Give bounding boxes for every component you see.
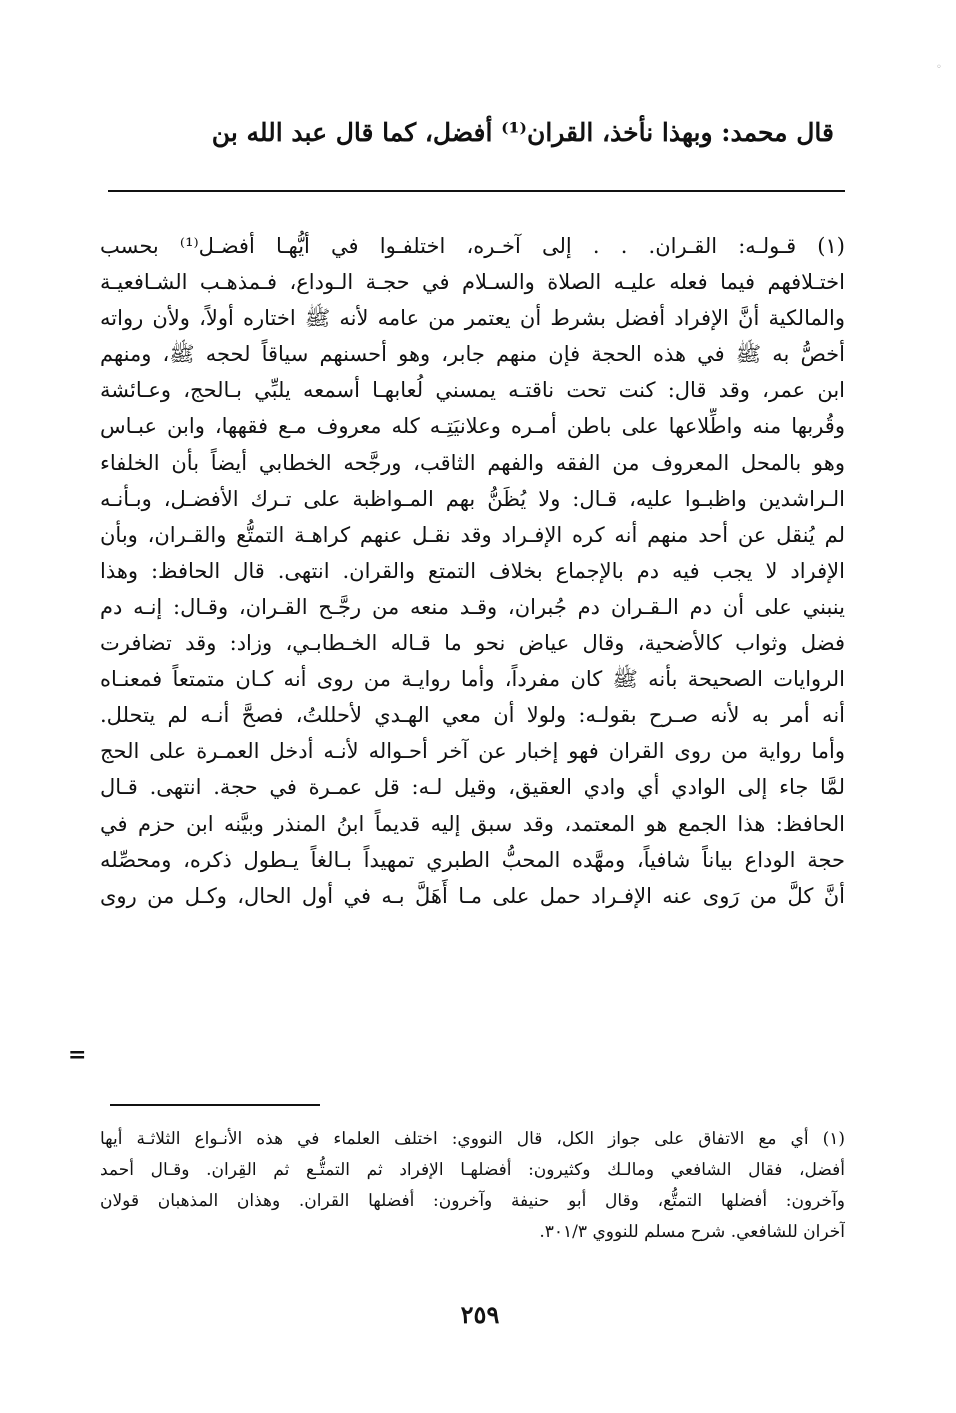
- commentary-line: أنه أمر به لأنه صـرح بقولـه: ولولا أن معي الهـدي لأحللتُ، فصحَّ أنـه لم يتحلل.: [100, 703, 845, 728]
- page-number: ٢٥٩: [460, 1300, 500, 1329]
- footnote-block: [100, 1124, 845, 1248]
- commentary-line: الروايات الصحيحة بأنه ﷺ كان مفرداً، وأما روايـة من روى أنه كـان متمتعاً فمعنـاه: [100, 667, 845, 692]
- continuation-mark: =: [68, 1042, 87, 1068]
- footnote-line: آخران للشافعي. شرح مسلم للنووي ٣٠١/٣.: [539, 1222, 845, 1242]
- commentary-line: الـراشدين واظبـوا عليه، قـال: ولا يُظَنُّ بهم المـواظبة على تـرك الأفضـل، وبـأنـه: [100, 486, 845, 511]
- footnote-line: وآخرون: أفضلها التمتُّع، وقال أبو حنيفة وآخرون: أفضلها القران. وهذان المذهبان قولان: [100, 1191, 845, 1211]
- commentary-line: حجة الوداع بياناً شافياً، ومهَّده المحبُّ الطبري تمهيداً بـالغاً يـطول ذكره، ومحصِّله: [100, 847, 845, 872]
- commentary-line: أخصُّ به ﷺ في هذه الحجة فإن منهم جابر، وهو أحسنهم سياقاً لحجه ﷺ، ومنهم: [100, 342, 845, 367]
- commentary-line: فضل وثواب كالأضحية، وقال عياض نحو ما قـاله الخـطابـي، وزاد: وقد تضافرت: [100, 631, 845, 656]
- commentary-line: أنَّ كلَّ من رَوى عنه الإفـراد حمل على مـا أَهَلَّ بـه في أول الحال، وكـل من روى: [100, 883, 845, 908]
- commentary-line: وهو بالمحل المعروف من الفقه والفهم الثاقب، ورجَّحه الخطابي أيضاً بأن الخلفاء: [100, 450, 845, 475]
- commentary-line: ابن عمر، وقد قال: كنت تحت ناقتـه يمسني لُعابهـا أسمعه يلبِّي بـالحج، وعـائشة: [100, 378, 845, 403]
- footnote-divider: [110, 1104, 320, 1106]
- commentary-line: الإفراد لا يجب فيه دم بالإجماع بخلاف التمتع والقران. انتهى. قال الحافظ: وهذا: [100, 558, 845, 583]
- commentary-line: الحافظ: هذا الجمع هو المعتمد، وقد سبق إليه قديماً ابنُ المنذر وبيَّنه ابن حزم في: [100, 811, 845, 836]
- commentary-line: (١) قـولـه: القـران. . . إلى آخـره، اختلفـوا في أيُّهـا أفضـل⁽¹⁾ بحسب: [100, 234, 845, 258]
- commentary-line: والمالكية أنَّ الإفراد أفضل بشرط أن يعتمر من عامه لأنه ﷺ اختاره أولاً، ولأن رواته: [100, 306, 845, 331]
- footnote-line: أفضل، فقال الشافعي ومالـك وكثيرون: أفضلهـا الإفراد ثم التمتُّـع ثم القِران. وقـال أحمد: [100, 1160, 845, 1180]
- main-text-line: قال محمد: وبهذا نأخذ، القران⁽¹⁾ أفضل، كما قال عبد الله بن: [211, 118, 834, 147]
- footnote-line: (١) أي مع الاتفاق على جواز الكل، قال النووي: اختلف العلماء في هذه الأنـواع الثلاثـة أيها: [100, 1129, 845, 1149]
- commentary-line: ينبني على أن دم الـقـران دم جُبران، وقـد منعه من رجَّـح القـران، وقـال: إنـه دم: [100, 594, 845, 619]
- main-text-divider: [108, 190, 845, 192]
- commentary-line: اختـلافهم فيما فعله عليـه الصلاة والسـلام في حجـة الـوداع، فـمذهـب الشـافعيـة: [100, 270, 845, 295]
- commentary-block: [100, 228, 845, 914]
- commentary-line: لم يُنقل عن أحد منهم أنه كره الإفـراد وقد نقـل عنهم كراهـة التمتُّع والقـران، وبأن: [100, 522, 845, 547]
- commentary-line: لمَّا جاء إلى الوادي أي وادي العقيق، وقيل لـه: قل عمـرة في حجة. انتهى. قـال: [100, 775, 845, 800]
- commentary-line: وقُربها منه واطِّلاعها على باطن أمـره وعلانيَتِـه كله معروف مـع فقهها، وابن عبـاس: [100, 414, 845, 439]
- commentary-line: وأما رواية من روى القران فهو إخبار عن آخر أحـواله لأنـه أدخل العمـرة على الحج: [100, 739, 845, 764]
- scan-corner-mark: ◦: [936, 62, 942, 73]
